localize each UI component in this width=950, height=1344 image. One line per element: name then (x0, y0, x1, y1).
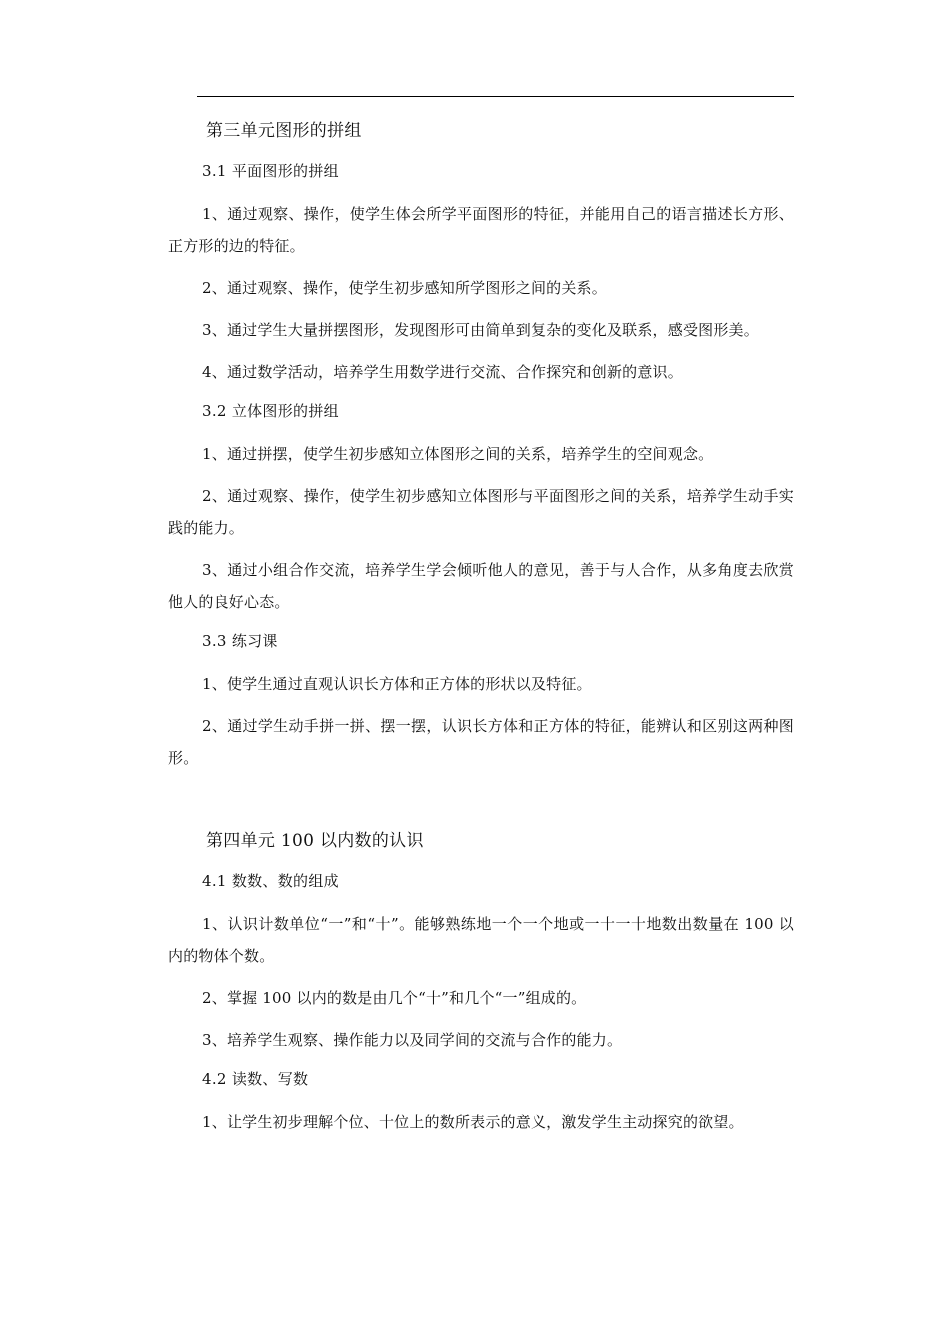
subsection-heading: 3.3 练习课 (202, 632, 278, 650)
subsection-heading: 4.1 数数、数的组成 (202, 872, 339, 890)
paragraph: 2、通过观察、操作，使学生初步感知立体图形与平面图形之间的关系，培养学生动手实践的能力。 (168, 487, 794, 537)
paragraph: 1、通过拼摆，使学生初步感知立体图形之间的关系，培养学生的空间观念。 (202, 445, 714, 463)
paragraph: 3、通过小组合作交流，培养学生学会倾听他人的意见，善于与人合作，从多角度去欣赏他人的良好心态。 (168, 561, 794, 611)
section-spacer (168, 784, 794, 828)
paragraph: 1、使学生通过直观认识长方体和正方体的形状以及特征。 (202, 675, 592, 693)
paragraph: 2、掌握 100 以内的数是由几个“十”和几个“一”组成的。 (202, 989, 587, 1007)
document-body (168, 118, 794, 1148)
subsection-heading: 3.1 平面图形的拼组 (202, 162, 339, 180)
paragraph: 3、培养学生观察、操作能力以及同学间的交流与合作的能力。 (202, 1031, 623, 1049)
paragraph: 1、认识计数单位“一”和“十”。能够熟练地一个一个地或一十一十地数出数量在 100 以内的物体个数。 (168, 915, 794, 965)
paragraph: 2、通过学生动手拼一拼、摆一摆，认识长方体和正方体的特征，能辨认和区别这两种图形。 (168, 717, 794, 767)
subsection-heading: 4.2 读数、写数 (202, 1070, 309, 1088)
subsection-heading: 3.2 立体图形的拼组 (202, 402, 339, 420)
paragraph: 1、通过观察、操作，使学生体会所学平面图形的特征，并能用自己的语言描述长方形、正方形的边的特征。 (168, 205, 794, 255)
paragraph: 1、让学生初步理解个位、十位上的数所表示的意义，激发学生主动探究的欲望。 (202, 1113, 744, 1131)
header-rule (197, 96, 794, 97)
section-title: 第三单元图形的拼组 (206, 121, 362, 141)
section-title: 第四单元 100 以内数的认识 (206, 831, 424, 851)
paragraph: 4、通过数学活动，培养学生用数学进行交流、合作探究和创新的意识。 (202, 363, 683, 381)
paragraph: 2、通过观察、操作，使学生初步感知所学图形之间的关系。 (202, 279, 607, 297)
paragraph: 3、通过学生大量拼摆图形，发现图形可由简单到复杂的变化及联系，感受图形美。 (202, 321, 759, 339)
